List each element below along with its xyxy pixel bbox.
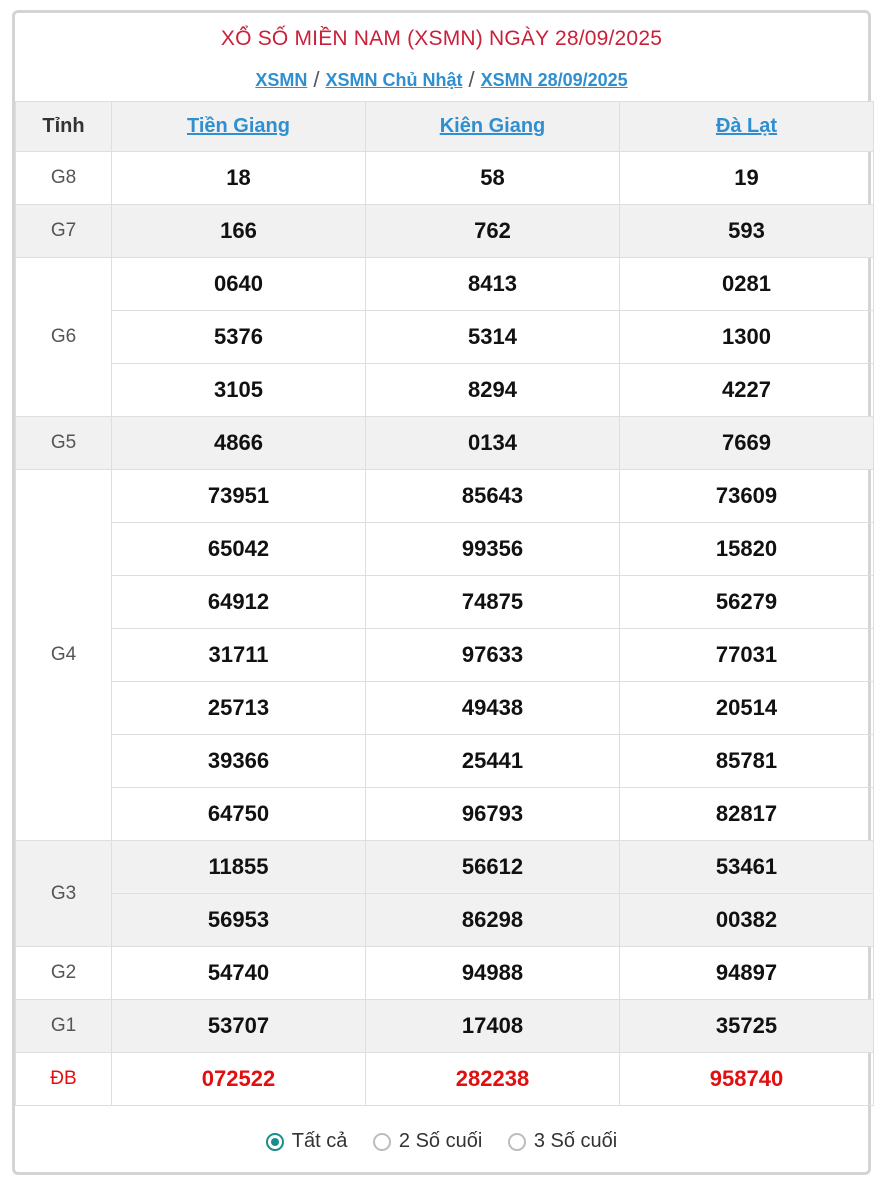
table-row: [16, 523, 874, 576]
table-row: [16, 894, 874, 947]
prize-number: 593: [620, 205, 874, 258]
prize-number: 11855: [112, 841, 366, 894]
filter-option-label: 3 Số cuối: [533, 1130, 618, 1152]
filter-option-label: 2 Số cuối: [398, 1130, 483, 1152]
table-row: [16, 1053, 874, 1106]
page-title: XỔ SỐ MIỀN NAM (XSMN) NGÀY 28/09/2025: [220, 27, 663, 50]
prize-number: 15820: [620, 523, 874, 576]
prize-label: G8: [16, 152, 112, 205]
radio-icon[interactable]: [508, 1133, 526, 1151]
prize-number: 19: [620, 152, 874, 205]
breadcrumb-xsmn-link[interactable]: XSMN: [255, 70, 308, 90]
prize-number: 072522: [112, 1053, 366, 1106]
prize-number: 94988: [366, 947, 620, 1000]
table-row: [16, 682, 874, 735]
prize-number: 5376: [112, 311, 366, 364]
radio-selected-icon[interactable]: [266, 1133, 284, 1151]
prize-number: 85643: [366, 470, 620, 523]
prize-label: G5: [16, 417, 112, 470]
prize-number: 82817: [620, 788, 874, 841]
prize-number: 7669: [620, 417, 874, 470]
prize-number: 8413: [366, 258, 620, 311]
prize-number: 25713: [112, 682, 366, 735]
province-link-da-lat[interactable]: Đà Lạt: [715, 115, 778, 137]
prize-number: 00382: [620, 894, 874, 947]
prize-number: 17408: [366, 1000, 620, 1053]
table-row: [16, 258, 874, 311]
results-card: [12, 10, 871, 1175]
prize-number: 56279: [620, 576, 874, 629]
table-row: [16, 152, 874, 205]
breadcrumb: [15, 66, 868, 92]
prize-number: 56953: [112, 894, 366, 947]
prize-number: 0640: [112, 258, 366, 311]
prize-number: 20514: [620, 682, 874, 735]
prize-number: 99356: [366, 523, 620, 576]
province-link-kien-giang[interactable]: Kiên Giang: [439, 115, 546, 137]
prize-number: 53707: [112, 1000, 366, 1053]
prize-number: 282238: [366, 1053, 620, 1106]
prize-label: G4: [16, 470, 112, 841]
prize-number: 3105: [112, 364, 366, 417]
prize-number: 31711: [112, 629, 366, 682]
prize-number: 39366: [112, 735, 366, 788]
prize-number: 96793: [366, 788, 620, 841]
filter-option-last-3[interactable]: [508, 1130, 617, 1153]
table-row: [16, 735, 874, 788]
prize-number: 1300: [620, 311, 874, 364]
table-row: [16, 576, 874, 629]
table-row: [16, 311, 874, 364]
prize-label: G2: [16, 947, 112, 1000]
table-row: [16, 629, 874, 682]
prize-number: 56612: [366, 841, 620, 894]
prize-number: 64912: [112, 576, 366, 629]
table-row: [16, 364, 874, 417]
prize-number: 86298: [366, 894, 620, 947]
prize-number: 77031: [620, 629, 874, 682]
prize-label: G7: [16, 205, 112, 258]
radio-icon[interactable]: [373, 1133, 391, 1151]
prize-number: 4866: [112, 417, 366, 470]
prize-number: 49438: [366, 682, 620, 735]
table-row: [16, 788, 874, 841]
prize-number: 97633: [366, 629, 620, 682]
prize-number: 85781: [620, 735, 874, 788]
prize-number: 166: [112, 205, 366, 258]
prize-number: 65042: [112, 523, 366, 576]
province-link-tien-giang[interactable]: Tiền Giang: [187, 115, 290, 137]
table-header-row: [16, 102, 874, 152]
prize-number: 0134: [366, 417, 620, 470]
prize-number: 64750: [112, 788, 366, 841]
digit-filter: [15, 1130, 868, 1157]
filter-option-label: Tất cả: [291, 1130, 348, 1152]
prize-number: 18: [112, 152, 366, 205]
prize-number: 5314: [366, 311, 620, 364]
table-row: [16, 1000, 874, 1053]
prize-label: G3: [16, 841, 112, 947]
prize-number: 0281: [620, 258, 874, 311]
prize-number: 58: [366, 152, 620, 205]
table-row: [16, 841, 874, 894]
breadcrumb-date-link[interactable]: XSMN 28/09/2025: [480, 70, 628, 90]
prize-number: 73951: [112, 470, 366, 523]
filter-option-last-2[interactable]: [373, 1130, 482, 1153]
table-row: [16, 947, 874, 1000]
prize-number: 94897: [620, 947, 874, 1000]
prize-number: 762: [366, 205, 620, 258]
breadcrumb-separator: /: [468, 67, 475, 92]
prize-number: 74875: [366, 576, 620, 629]
prize-label: G6: [16, 258, 112, 417]
prize-label: ĐB: [16, 1053, 112, 1106]
prize-number: 73609: [620, 470, 874, 523]
breadcrumb-separator: /: [313, 67, 320, 92]
prize-number: 54740: [112, 947, 366, 1000]
table-row: [16, 417, 874, 470]
prize-number: 35725: [620, 1000, 874, 1053]
table-row: [16, 205, 874, 258]
prize-label: G1: [16, 1000, 112, 1053]
prize-number: 25441: [366, 735, 620, 788]
prize-number: 53461: [620, 841, 874, 894]
breadcrumb-sunday-link[interactable]: XSMN Chủ Nhật: [325, 70, 463, 90]
province-column-header: Tỉnh: [16, 102, 112, 152]
results-table: [15, 101, 874, 1106]
prize-number: 4227: [620, 364, 874, 417]
prize-number: 958740: [620, 1053, 874, 1106]
filter-option-all[interactable]: [266, 1130, 348, 1153]
table-row: [16, 470, 874, 523]
prize-number: 8294: [366, 364, 620, 417]
